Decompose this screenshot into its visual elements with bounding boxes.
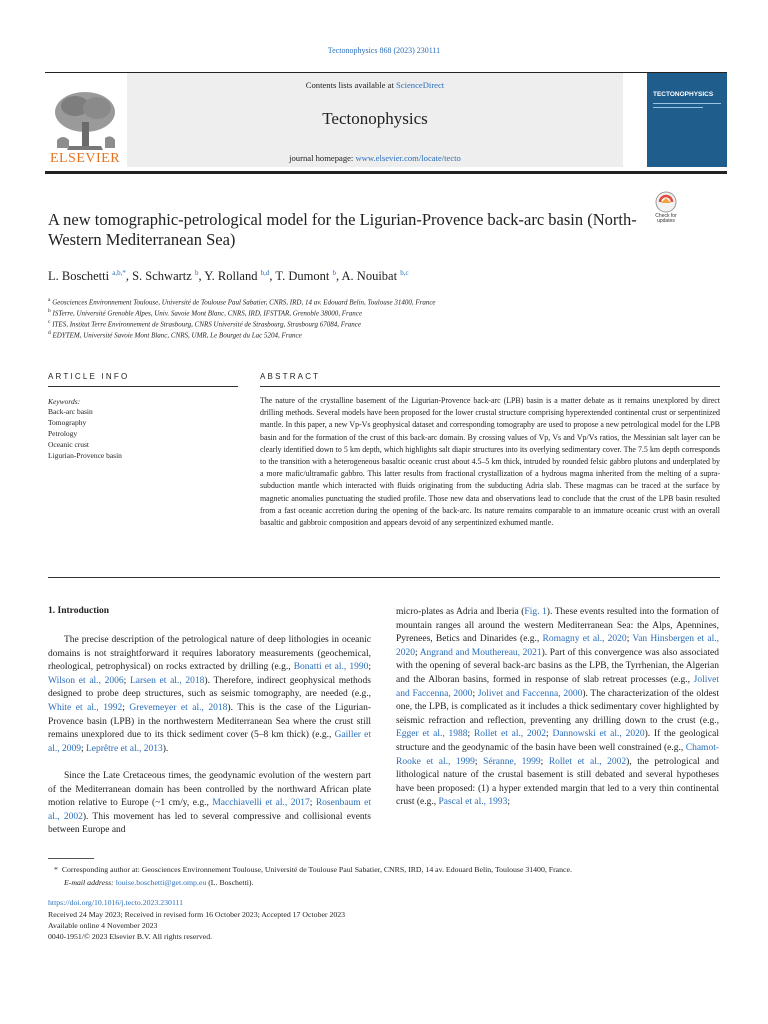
- contents-line: Contents lists available at ScienceDirect: [305, 80, 445, 90]
- article-info-heading: ARTICLE INFO: [48, 372, 130, 381]
- sciencedirect-link[interactable]: ScienceDirect: [396, 80, 445, 90]
- reference-link[interactable]: Van Hinsbergen et al., 2020: [396, 634, 719, 658]
- author-name[interactable]: Y. Rolland: [204, 269, 258, 284]
- keyword: Ligurian-Provence basin: [48, 451, 122, 460]
- abstract-text: The nature of the crystalline basement of the Ligurian-Provence back-arc (LPB) basin is a matter debate as it remains unexplored by direct drilling methods. Several models have been proposed for the lower crustal structure comprising hyperextended continental crust or serpentinized mantle. In this paper, a new Vp-Vs geophysical dataset and corresponding tomography are used to propose a new petrological model for the LPB basin and for the formation of the crust of this back-arc domain. By crossing values of Vp, Vs and Vp/Vs ratios, the Messinian salt layer can be clearly identified down to 5 km depth, which highlights salt diapir structures into its overlying sedimentary cover. The 7.5 km depth corresponds to the transition with a heterogeneous basaltic oceanic crust about 4.5–5 km thick, intruded by rounded felsic gabbro plutons and underplated by a more mafic/ultramafic gabbro. This latter results from fractional crystallization of a hydrous magma inherited from the melting of a supra-subduction mantle which interacted with fluids originating from the subducting Adria slab. These magmas can be traced at the surface by magnetic anomalies punctuating the studied profile. Those new data and observations lead to conclude that the crust of the LPB basin resulted from a fast oceanic accretion during the opening of the back-arc. Its nature remains comparable to an immature oceanic crust with an overall basaltic and gabbroic composition and appears devoid of any serpentinized exhumed mantle.: [260, 396, 720, 528]
- reference-link[interactable]: Jolivet and Faccenna, 2000: [396, 674, 719, 699]
- keyword: Tomography: [48, 418, 87, 427]
- reference-link[interactable]: Larsen et al., 2018: [129, 675, 205, 686]
- journal-cover-thumbnail[interactable]: [647, 73, 727, 167]
- divider: [48, 386, 238, 387]
- author-affiliation-marker[interactable]: b,c: [400, 269, 409, 277]
- keyword: Back-arc basin: [48, 407, 93, 416]
- intro-paragraph-2: Since the Late Cretaceous times, the geodynamic evolution of the western part of the Mediterranean domain has been controlled by the northward African plate motion relative to Europe (~1 cm/y, e.g., Macchiavelli et al., 2017; Rosenbaum et al., 2002). This movement has led to several compressive and collisional events between Europe and: [48, 771, 372, 836]
- received-dates: Received 24 May 2023; Received in revised form 16 October 2023; Accepted 17 October 2023: [48, 910, 346, 919]
- reference-link[interactable]: Egger et al., 1988: [396, 729, 468, 740]
- affiliation: $^a$ Geosciences Environnement Toulouse, Université de Toulouse Paul Sabatier, CNRS, IRD, 14 av. Edouard Belin, Toulouse 31400, France: [48, 297, 436, 307]
- cover-art: [653, 103, 721, 133]
- reference-link[interactable]: Leprêtre et al., 2013: [86, 743, 163, 754]
- author-name[interactable]: T. Dumont: [275, 269, 330, 284]
- reference-link[interactable]: Macchiavelli et al., 2017: [212, 798, 310, 809]
- reference-link[interactable]: Gailler et al., 2009: [48, 730, 372, 754]
- journal-title: Tectonophysics: [322, 109, 428, 128]
- copyright: 0040-1951/© 2023 Elsevier B.V. All rights reserved.: [48, 932, 213, 941]
- doi-link[interactable]: https://doi.org/10.1016/j.tecto.2023.230111: [48, 898, 184, 907]
- section-heading: 1. Introduction: [48, 606, 110, 616]
- abstract-heading: ABSTRACT: [260, 372, 321, 381]
- keywords-label: Keywords:: [48, 397, 81, 406]
- reference-link[interactable]: Séranne, 1999: [483, 756, 541, 767]
- email-link[interactable]: louise.boschetti@get.omp.eu: [115, 878, 207, 887]
- available-online: Available online 4 November 2023: [48, 921, 158, 930]
- corresponding-author-note: * Corresponding author at: Geosciences Environnement Toulouse, Université de Toulouse Paul Sabatier, CNRS, IRD, 14 av. Edouard Belin, Toulouse 31400, France.: [54, 865, 572, 874]
- reference-link[interactable]: Grevemeyer et al., 2018: [129, 702, 228, 713]
- cover-title: TECTONOPHYSICS: [653, 91, 714, 98]
- reference-link[interactable]: Rollet et al., 2002: [548, 756, 627, 767]
- reference-link[interactable]: Wilson et al., 2006: [48, 675, 124, 686]
- reference-link[interactable]: White et al., 1992: [48, 702, 123, 713]
- author-affiliation-marker[interactable]: b,d: [260, 269, 270, 277]
- keyword: Petrology: [48, 429, 78, 438]
- reference-link[interactable]: Bonatti et al., 1990: [293, 662, 369, 673]
- masthead-center: [127, 73, 623, 167]
- journal-masthead: [45, 72, 727, 167]
- author-list: L. Boschetti $^{a,b,*}$, S. Schwartz $^b$, Y. Rolland $^{b,d}$, T. Dumont $^b$, A. Nouibat $^{b,c}$: [48, 269, 409, 284]
- author-name[interactable]: L. Boschetti: [48, 269, 110, 284]
- divider: [48, 577, 720, 578]
- intro-paragraph-1: The precise description of the petrological nature of deep lithologies in oceanic domains is not straightforward it requires laboratory measurements (geochemical, rheological, petrophysical) on rocks extracted by drilling (e.g., Bonatti et al., 1990; Wilson et al., 2006; Larsen et al., 2018). Therefore, indirect geophysical methods designed to probe deep structures, such as seismic tomography, are needed (e.g., White et al., 1992; Grevemeyer et al., 2018). This is the case of the Ligurian-Provence basin (LPB) in the northwestern Mediterranean Sea where the crust still remains unexplored due to its thick sediment cover (5–8 km thick) (e.g., Gailler et al., 2009; Leprêtre et al., 2013).: [48, 635, 372, 754]
- elsevier-wordmark: ELSEVIER: [49, 151, 121, 166]
- journal-citation[interactable]: Tectonophysics 868 (2023) 230111: [327, 46, 441, 55]
- footnote-rule: [48, 858, 94, 859]
- author-affiliation-marker[interactable]: a,b,*: [112, 269, 126, 277]
- affiliation: $^d$ EDYTEM, Université Savoie Mont Blanc, CNRS, UMR, Le Bourget du Lac 5204, France: [48, 330, 302, 340]
- reference-link[interactable]: Dannowski et al., 2020: [552, 729, 645, 740]
- masthead-rule: [45, 171, 727, 174]
- homepage-link[interactable]: www.elsevier.com/locate/tecto: [355, 153, 461, 163]
- homepage-line: journal homepage: www.elsevier.com/locate/tecto: [289, 153, 461, 163]
- reference-link[interactable]: Jolivet and Faccenna, 2000: [477, 688, 583, 699]
- intro-paragraph-3: micro-plates as Adria and Iberia (Fig. 1). These events resulted into the formation of mountain ranges all around the western Mediterranean Sea: the Alps, Apennines, Pyrenees, Betics and Dinarides (e.g., Romagny et al., 2020; Van Hinsbergen et al., 2020; Angrand and Mouthereau, 2021). Part of this convergence was also associated with the opening of several back-arc basins as the LPB, the Tyrrhenian, the Algerian and the Alboran basins, formed in response of slab retreat processes (e.g., Jolivet and Faccenna, 2000; Jolivet and Faccenna, 2000). The characterization of the oldest one, the LPB, is complicated as it includes a thick sedimentary cover highlighted by seismic refraction and reflection, preventing any drilling down to the crust (e.g., Egger et al., 1988; Rollet et al., 2002; Dannowski et al., 2020). If the geological structure and the geodynamic of the basin have been well constrained (e.g., Chamot-Rooke et al., 1999; Séranne, 1999; Rollet et al., 2002), the petrological and lithological nature of the crustal basement is still debated and several hypotheses have been proposed: (1) a hyper extended margin that led to a very thin continental crust (e.g., Pascal et al., 1993;: [396, 607, 720, 808]
- reference-link[interactable]: Angrand and Mouthereau, 2021: [419, 647, 542, 658]
- keyword: Oceanic crust: [48, 440, 90, 449]
- figure-link[interactable]: Fig. 1: [524, 607, 547, 617]
- email-line: E-mail address: louise.boschetti@get.omp.eu (L. Boschetti).: [64, 878, 254, 887]
- check-for-updates-badge[interactable]: [650, 190, 680, 230]
- badge-label: Check for updates: [655, 213, 677, 224]
- author-affiliation-marker[interactable]: b: [332, 269, 336, 277]
- affiliation: $^c$ ITES, Institut Terre Environnement de Strasbourg, CNRS Université de Strasbourg, Strasbourg 67084, France: [48, 319, 361, 329]
- divider: [260, 386, 720, 387]
- reference-link[interactable]: Rollet et al., 2002: [473, 729, 547, 740]
- update-icon: [650, 190, 682, 214]
- author-name[interactable]: A. Nouibat: [341, 269, 398, 284]
- article-title: A new tomographic-petrological model for the Ligurian-Provence back-arc basin (North-Western Mediterranean Sea): [48, 210, 637, 249]
- reference-link[interactable]: Romagny et al., 2020: [542, 634, 627, 645]
- affiliation: $^b$ ISTerre, Université Grenoble Alpes, Univ. Savoie Mont Blanc, CNRS, IRD, IFSTTAR, Grenoble 38000, France: [48, 308, 362, 318]
- reference-link[interactable]: Rosenbaum et al., 2002: [48, 798, 372, 822]
- reference-link[interactable]: Chamot-Rooke et al., 1999: [396, 742, 719, 767]
- author-name[interactable]: S. Schwartz: [132, 269, 192, 284]
- reference-link[interactable]: Pascal et al., 1993: [438, 797, 508, 808]
- author-affiliation-marker[interactable]: b: [194, 269, 199, 277]
